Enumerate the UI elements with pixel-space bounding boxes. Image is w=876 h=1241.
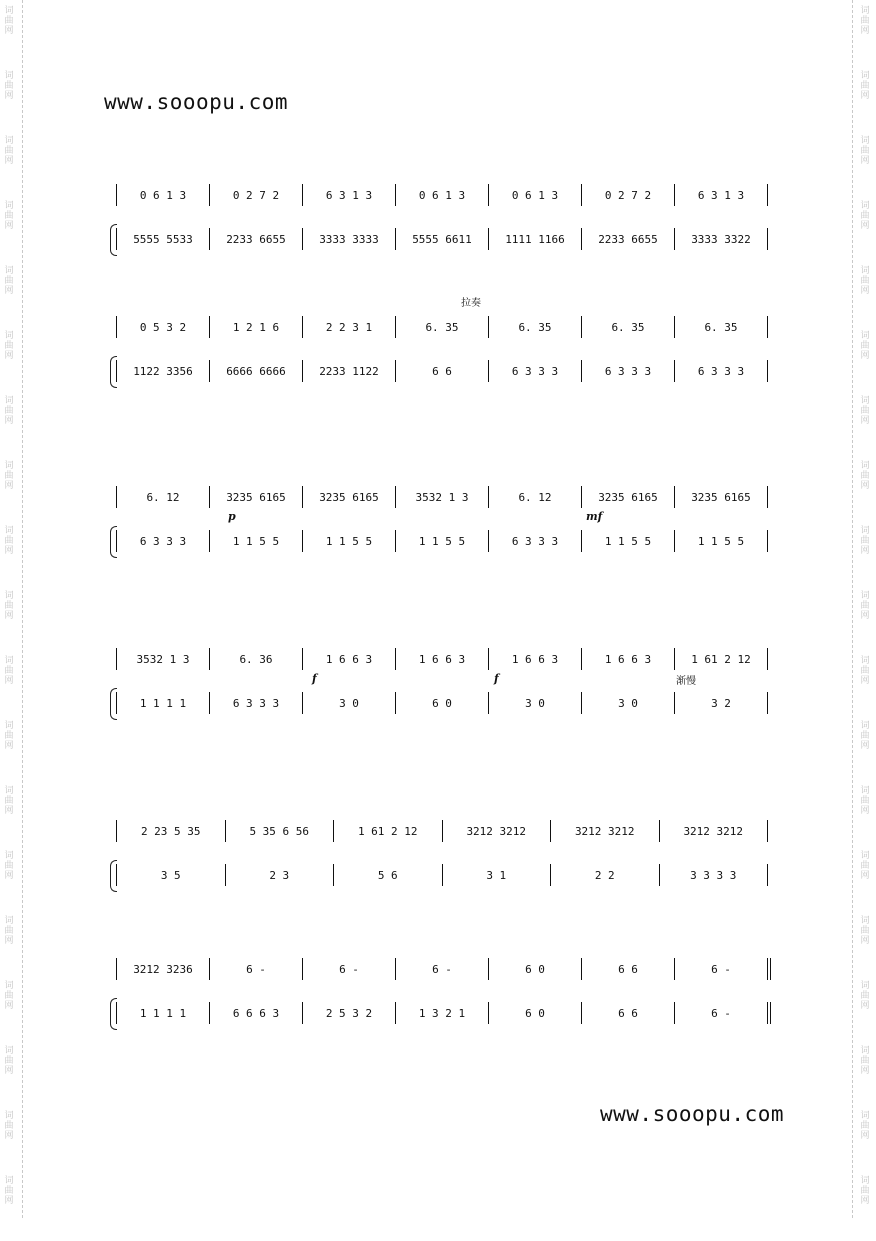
right-side-watermark — [858, 6, 872, 1241]
side-mark-char: 网 — [4, 91, 14, 101]
side-mark-char: 网 — [860, 221, 870, 231]
measure: 6 3 1 3 — [697, 188, 745, 202]
measure: 1111 1166 — [489, 228, 582, 250]
measure: 6. 12 — [489, 486, 582, 508]
side-mark-char: 词 — [860, 786, 870, 796]
side-mark-char: 曲 — [860, 276, 870, 286]
side-mark-char: 曲 — [4, 926, 14, 936]
measure: 2 2 3 1 — [303, 316, 396, 338]
side-mark-char: 曲 — [4, 276, 14, 286]
side-mark-char: 词 — [860, 331, 870, 341]
measure: 6 6 — [582, 958, 675, 980]
side-mark-char: 词 — [860, 916, 870, 926]
side-mark-char: 网 — [4, 26, 14, 36]
side-mark-char: 网 — [860, 806, 870, 816]
measure: 2 23 5 35 — [117, 820, 226, 842]
measure: 1 1 5 5 — [582, 530, 675, 552]
side-mark-char: 曲 — [4, 16, 14, 26]
measure: 3212 3212 — [683, 824, 744, 838]
side-mark-char: 曲 — [860, 81, 870, 91]
performance-annotation: 拉奏 — [461, 298, 481, 309]
side-mark-char: 曲 — [860, 731, 870, 741]
side-mark-char: 曲 — [860, 146, 870, 156]
side-mark-char: 网 — [860, 91, 870, 101]
side-mark-char: 词 — [860, 656, 870, 666]
side-mark-char: 网 — [4, 286, 14, 296]
measure: 1 6 6 3 — [396, 648, 489, 670]
measure: 1 6 6 3 — [582, 648, 675, 670]
side-mark-char: 网 — [860, 611, 870, 621]
side-mark-char: 曲 — [860, 991, 870, 1001]
measure: 6 3 1 3 — [303, 184, 396, 206]
measure: 0 2 7 2 — [210, 184, 303, 206]
side-mark-char: 网 — [4, 871, 14, 881]
side-mark-char: 词 — [4, 71, 14, 81]
side-mark-char: 网 — [860, 546, 870, 556]
measure: 6 0 — [396, 692, 489, 714]
measure: 6 - — [396, 958, 489, 980]
side-mark-char: 词 — [4, 591, 14, 601]
side-mark-char: 词 — [860, 591, 870, 601]
side-mark-char: 词 — [4, 461, 14, 471]
measure: 1 1 1 1 — [117, 1002, 210, 1024]
score-system — [116, 298, 766, 378]
measure: 6. 35 — [582, 316, 675, 338]
measure: 3 0 — [489, 692, 582, 714]
side-mark-char: 曲 — [860, 536, 870, 546]
measure: 1 6 6 3 — [489, 648, 582, 670]
side-mark-char: 词 — [860, 396, 870, 406]
measure: 1 1 5 5 — [697, 534, 745, 548]
measure: 1 1 5 5 — [303, 530, 396, 552]
side-mark-char: 词 — [860, 721, 870, 731]
measure: 5 6 — [334, 864, 443, 886]
measure: 1 1 1 1 — [117, 692, 210, 714]
bottom-url-watermark: www.sooopu.com — [600, 1102, 785, 1126]
measure: 3212 3212 — [443, 820, 552, 842]
side-mark-char: 词 — [860, 526, 870, 536]
side-mark-char: 曲 — [4, 991, 14, 1001]
measure: 2233 6655 — [582, 228, 675, 250]
measure: 2 5 3 2 — [303, 1002, 396, 1024]
side-mark-char: 网 — [860, 286, 870, 296]
side-mark-char: 词 — [860, 851, 870, 861]
score-system — [116, 486, 766, 546]
side-mark-char: 网 — [860, 741, 870, 751]
side-mark-char: 词 — [4, 851, 14, 861]
accompaniment-staff — [116, 692, 766, 714]
melody-staff — [116, 820, 766, 842]
measure: 6. 35 — [396, 316, 489, 338]
measure: 6 6 — [582, 1002, 675, 1024]
measure: 1 1 5 5 — [210, 530, 303, 552]
melody-staff — [116, 184, 766, 206]
dynamic-marking: p — [228, 510, 236, 523]
accompaniment-staff — [116, 1002, 766, 1024]
measure: 6 3 3 3 — [697, 364, 745, 378]
side-mark-char: 词 — [4, 786, 14, 796]
melody-staff — [116, 648, 766, 670]
side-mark-char: 词 — [4, 201, 14, 211]
side-mark-char: 曲 — [4, 536, 14, 546]
side-mark-char: 曲 — [4, 796, 14, 806]
measure: 6 - — [210, 958, 303, 980]
side-mark-char: 曲 — [4, 1186, 14, 1196]
accompaniment-staff — [116, 228, 766, 250]
side-mark-char: 词 — [4, 1046, 14, 1056]
measure: 2233 6655 — [210, 228, 303, 250]
measure: 6. 12 — [117, 486, 210, 508]
side-mark-char: 词 — [860, 461, 870, 471]
measure: 3235 6165 — [303, 486, 396, 508]
side-mark-char: 曲 — [4, 601, 14, 611]
side-mark-char: 词 — [4, 981, 14, 991]
side-mark-char: 网 — [4, 676, 14, 686]
measure: 6. 35 — [489, 316, 582, 338]
side-mark-char: 词 — [4, 331, 14, 341]
side-mark-char: 网 — [4, 1066, 14, 1076]
side-mark-char: 词 — [860, 266, 870, 276]
side-mark-char: 词 — [4, 721, 14, 731]
measure: 3212 3236 — [117, 958, 210, 980]
dynamic-marking: f — [312, 672, 317, 685]
measure: 6 6 — [396, 360, 489, 382]
side-mark-char: 网 — [4, 416, 14, 426]
measure: 2233 1122 — [303, 360, 396, 382]
measure: 0 6 1 3 — [117, 184, 210, 206]
measure: 3235 6165 — [210, 486, 303, 508]
measure: 3235 6165 — [582, 486, 675, 508]
measure: 3 2 — [711, 696, 731, 710]
measure: 6 - — [711, 962, 731, 976]
measure: 6666 6666 — [210, 360, 303, 382]
side-mark-char: 网 — [860, 936, 870, 946]
measure: 1 1 5 5 — [396, 530, 489, 552]
measure: 5 35 6 56 — [226, 820, 335, 842]
measure: 6. 36 — [210, 648, 303, 670]
side-mark-char: 网 — [4, 546, 14, 556]
side-mark-char: 曲 — [4, 1056, 14, 1066]
side-mark-char: 词 — [4, 656, 14, 666]
measure: 6 3 3 3 — [210, 692, 303, 714]
measure: 1 61 2 12 — [691, 652, 751, 666]
side-mark-char: 网 — [860, 416, 870, 426]
side-mark-char: 网 — [860, 676, 870, 686]
measure: 2 2 — [551, 864, 660, 886]
side-mark-char: 词 — [860, 71, 870, 81]
side-mark-char: 网 — [4, 1131, 14, 1141]
measure: 6 6 6 3 — [210, 1002, 303, 1024]
side-mark-char: 词 — [860, 1176, 870, 1186]
measure: 6 0 — [489, 958, 582, 980]
side-mark-char: 网 — [860, 26, 870, 36]
measure: 3 5 — [117, 864, 226, 886]
side-mark-char: 词 — [860, 981, 870, 991]
side-mark-char: 词 — [4, 266, 14, 276]
side-mark-char: 曲 — [4, 861, 14, 871]
measure: 6. 35 — [704, 320, 738, 334]
side-mark-char: 曲 — [860, 666, 870, 676]
side-mark-char: 曲 — [4, 731, 14, 741]
measure: 0 6 1 3 — [396, 184, 489, 206]
side-mark-char: 网 — [860, 481, 870, 491]
side-mark-char: 网 — [860, 1196, 870, 1206]
melody-staff — [116, 958, 766, 980]
side-mark-char: 词 — [4, 1111, 14, 1121]
measure: 6 0 — [489, 1002, 582, 1024]
dynamic-marking: mf — [586, 510, 603, 523]
side-mark-char: 网 — [4, 1001, 14, 1011]
side-mark-char: 词 — [860, 6, 870, 16]
side-mark-char: 网 — [4, 221, 14, 231]
side-mark-char: 曲 — [860, 861, 870, 871]
side-mark-char: 词 — [860, 201, 870, 211]
side-mark-char: 曲 — [4, 406, 14, 416]
measure: 3532 1 3 — [396, 486, 489, 508]
measure: 5555 5533 — [117, 228, 210, 250]
side-mark-char: 曲 — [4, 81, 14, 91]
side-mark-char: 词 — [4, 396, 14, 406]
measure: 1 2 1 6 — [210, 316, 303, 338]
side-mark-char: 曲 — [860, 341, 870, 351]
side-mark-char: 词 — [4, 916, 14, 926]
right-page-rule — [852, 0, 853, 1218]
side-mark-char: 网 — [4, 156, 14, 166]
side-mark-char: 词 — [860, 136, 870, 146]
left-side-watermark — [2, 6, 16, 1241]
side-mark-char: 网 — [860, 156, 870, 166]
side-mark-char: 网 — [860, 351, 870, 361]
measure: 6 3 3 3 — [489, 530, 582, 552]
side-mark-char: 网 — [4, 741, 14, 751]
measure: 1 61 2 12 — [334, 820, 443, 842]
side-mark-char: 曲 — [860, 1121, 870, 1131]
side-mark-char: 词 — [4, 1176, 14, 1186]
measure: 0 5 3 2 — [117, 316, 210, 338]
measure: 3333 3322 — [691, 232, 751, 246]
side-mark-char: 曲 — [860, 16, 870, 26]
measure: 3 0 — [303, 692, 396, 714]
performance-annotation: 渐慢 — [676, 676, 696, 687]
measure: 2 3 — [226, 864, 335, 886]
side-mark-char: 曲 — [4, 1121, 14, 1131]
side-mark-char: 曲 — [4, 666, 14, 676]
side-mark-char: 曲 — [860, 796, 870, 806]
measure: 3333 3333 — [303, 228, 396, 250]
measure: 0 6 1 3 — [489, 184, 582, 206]
measure: 0 2 7 2 — [582, 184, 675, 206]
measure: 3235 6165 — [691, 490, 751, 504]
accompaniment-staff — [116, 360, 766, 382]
measure: 6 - — [711, 1006, 731, 1020]
side-mark-char: 曲 — [860, 211, 870, 221]
measure: 3 0 — [582, 692, 675, 714]
side-mark-char: 网 — [860, 871, 870, 881]
left-page-rule — [22, 0, 23, 1218]
dynamic-marking: f — [494, 672, 499, 685]
accompaniment-staff — [116, 864, 766, 886]
side-mark-char: 网 — [4, 481, 14, 491]
measure: 1 6 6 3 — [303, 648, 396, 670]
melody-staff — [116, 486, 766, 508]
side-mark-char: 词 — [4, 526, 14, 536]
measure: 6 3 3 3 — [117, 530, 210, 552]
score-system — [116, 820, 766, 880]
side-mark-char: 曲 — [860, 406, 870, 416]
side-mark-char: 曲 — [860, 471, 870, 481]
side-mark-char: 曲 — [4, 341, 14, 351]
measure: 3532 1 3 — [117, 648, 210, 670]
side-mark-char: 曲 — [860, 601, 870, 611]
measure: 3 3 3 3 — [690, 868, 737, 882]
measure: 6 - — [303, 958, 396, 980]
side-mark-char: 网 — [860, 1131, 870, 1141]
side-mark-char: 词 — [4, 136, 14, 146]
top-url-watermark: www.sooopu.com — [104, 90, 289, 114]
measure: 5555 6611 — [396, 228, 489, 250]
side-mark-char: 网 — [860, 1001, 870, 1011]
side-mark-char: 网 — [4, 351, 14, 361]
side-mark-char: 词 — [860, 1046, 870, 1056]
side-mark-char: 网 — [860, 1066, 870, 1076]
side-mark-char: 曲 — [4, 211, 14, 221]
side-mark-char: 曲 — [860, 1186, 870, 1196]
side-mark-char: 词 — [4, 6, 14, 16]
score-system — [116, 184, 766, 244]
measure: 6 3 3 3 — [489, 360, 582, 382]
measure: 6 3 3 3 — [582, 360, 675, 382]
side-mark-char: 网 — [4, 611, 14, 621]
score-system — [116, 648, 766, 708]
side-mark-char: 曲 — [860, 926, 870, 936]
side-mark-char: 词 — [860, 1111, 870, 1121]
side-mark-char: 曲 — [4, 471, 14, 481]
side-mark-char: 网 — [4, 806, 14, 816]
side-mark-char: 曲 — [4, 146, 14, 156]
score-system — [116, 958, 766, 1018]
measure: 1122 3356 — [117, 360, 210, 382]
melody-staff — [116, 316, 766, 338]
measure: 3212 3212 — [551, 820, 660, 842]
accompaniment-staff — [116, 530, 766, 552]
side-mark-char: 曲 — [860, 1056, 870, 1066]
side-mark-char: 网 — [4, 936, 14, 946]
measure: 3 1 — [443, 864, 552, 886]
measure: 1 3 2 1 — [396, 1002, 489, 1024]
side-mark-char: 网 — [4, 1196, 14, 1206]
